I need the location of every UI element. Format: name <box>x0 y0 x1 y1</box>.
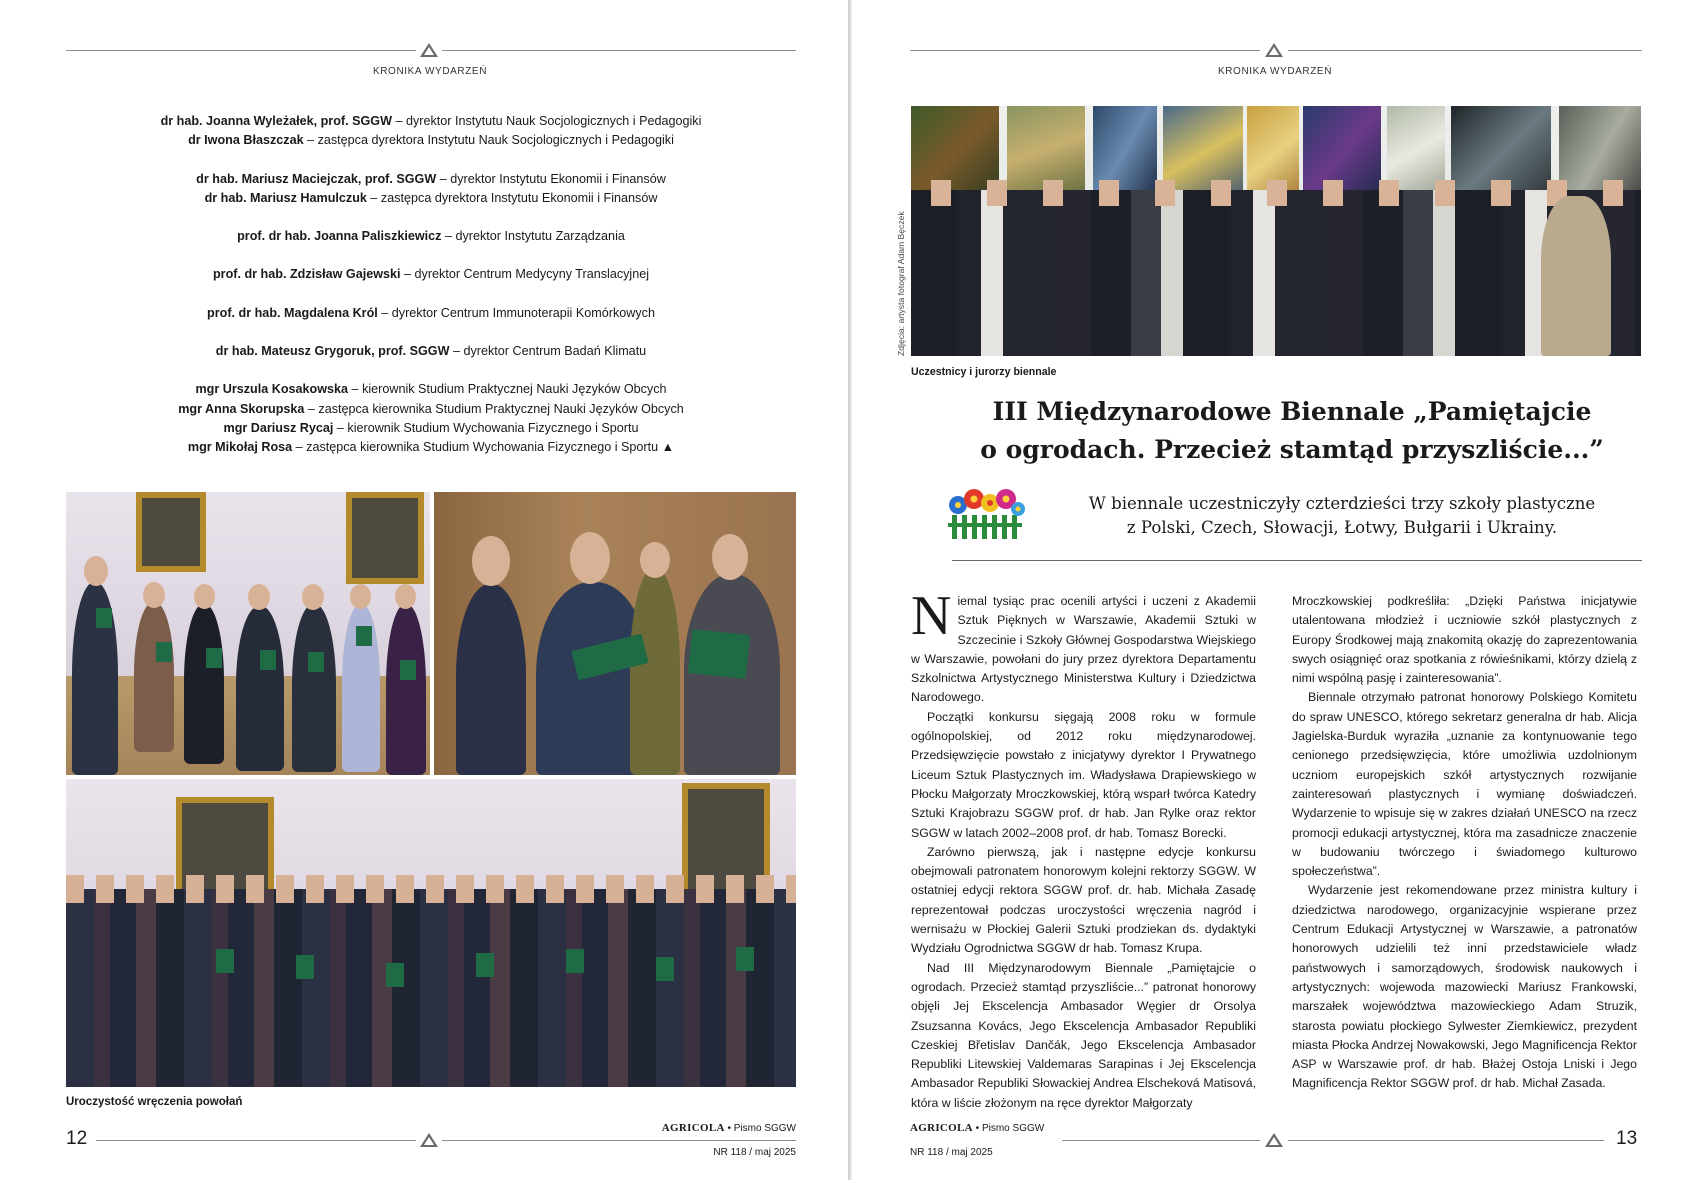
footer-issue: NR 118 / maj 2025 <box>910 1147 993 1158</box>
article-paragraph <box>1292 592 1637 688</box>
paragraph-text: Zarówno pierwszą, jak i następne edycje konkursu obejmowali patronatem honorowym kolejni rektorzy SGGW. W ostatniej edycji rektora SGGW prof. dr. hab. Michała Zasadę reprezentował podczas uroczystości wręczenia nagród i wernisażu w Płockiej Galerii Sztuki prodziekan ds. dydaktyki Wydziału Ogrodnictwa SGGW dr hab. Tomasz Krupa. <box>911 844 1256 956</box>
staff-entry <box>66 227 796 246</box>
staff-role: – kierownik Studium Praktycznej Nauki Języków Obcych <box>348 382 667 397</box>
staff-entry <box>66 112 796 131</box>
left-page <box>0 0 848 1180</box>
article-headline <box>912 393 1672 469</box>
footer-brand <box>662 1122 796 1134</box>
article-paragraph <box>911 843 1256 959</box>
staff-name: mgr Urszula Kosakowska <box>195 382 349 397</box>
staff-entry <box>66 265 796 284</box>
staff-role: – zastępca dyrektora Instytutu Nauk Socjologicznych i Pedagogiki <box>303 133 674 148</box>
staff-name: prof. dr hab. Magdalena Król <box>207 305 378 320</box>
paragraph-text: iemal tysiąc prac ocenili artyści i uczeni z Akademii Sztuk Pięknych w Warszawie, Akademii Sztuki w Szczecinie i Szkoły Głównej Gospodarstwa Wiejskiego w Warszawie, powołani do jury przez dyrektora Departamentu Szkolnictwa Artystycznego Ministerstwa Kultury i Dziedzictwa Narodowego. <box>911 594 1256 705</box>
article-column-2 <box>1292 592 1637 1094</box>
staff-group <box>66 304 796 323</box>
right-page <box>852 0 1700 1180</box>
brand-sub: • Pismo SGGW <box>724 1123 796 1134</box>
article-paragraph <box>911 585 1256 708</box>
page-number: 13 <box>1616 1128 1638 1149</box>
staff-name: mgr Dariusz Rycaj <box>223 420 334 435</box>
headline-line-1: III Międzynarodowe Biennale „Pamiętajcie <box>992 397 1592 426</box>
triangle-ornament-icon <box>420 43 438 57</box>
paragraph-text: Mroczkowskiej podkreśliła: „Dzięki Państwa inicjatywie utalentowana młodzież i uczniowie szkół plastycznych z Europy Środkowej mają znakomitą okazję do zaprezentowania swych osiągnięć oraz spotkania z rówieśnikami, którzy dzielą z nimi wspólną pasję i zainteresowania”. <box>1292 594 1637 686</box>
paragraph-text: Wydarzenie jest rekomendowane przez ministra kultury i dziedzictwa narodowego, organizacyjnie wspierane przez Centrum Edukacji Artystycznej w Warszawie, a patronatów honorowych udzielili też inni przedstawiciele władz państwowych i samorządowych, środowisk naukowych i artystycznych: wojewoda mazowiecki Mariusz Frankowski, marszałek województwa mazowieckiego Adam Struzik, starosta powiatu płockiego Sylwester Ziemkiewicz, prezydent miasta Płocka Andrzej Nowakowski, Jego Magnificencja Rektor ASP w Warszawie prof. dr hab. Błażej Ostoja Lniski i Jego Magnificencja Rektor SGGW prof. dr hab. Michał Zasada. <box>1292 883 1637 1091</box>
page-number: 12 <box>66 1128 88 1149</box>
photo-credit: Zdjęcia: artysta fotograf Adam Bęczek <box>896 211 906 356</box>
staff-entry <box>66 400 796 419</box>
staff-role: – dyrektor Centrum Badań Klimatu <box>449 344 647 359</box>
staff-role: – dyrektor Instytutu Nauk Socjologicznych i Pedagogiki <box>391 114 702 128</box>
article-paragraph <box>911 708 1256 843</box>
ceremony-photo-2 <box>434 492 796 775</box>
header-rule-left <box>66 50 416 51</box>
photo-caption: Uczestnicy i jurorzy biennale <box>911 366 1057 378</box>
paragraph-text: Początki konkursu sięgają 2008 roku w formule ogólnopolskiej, od 2012 roku międzynarodowej. Przedsięwzięcie powstało z inicjatywy dyrektor I Prywatnego Liceum Sztuk Plastycznych im. Władysława Drapiewskiego w Płocku Małgorzaty Mroczkowskiej, którą wsparł twórca Katedry Sztuki Krajobrazu SGGW prof. dr hab. Jan Rylke oraz rektor SGGW w latach 2002–2008 prof. dr hab. Tomasz Borecki. <box>911 709 1256 840</box>
footer-rule-right <box>1288 1140 1604 1141</box>
staff-list <box>66 112 796 477</box>
staff-entry <box>66 438 796 457</box>
staff-group <box>66 227 796 246</box>
article-paragraph <box>911 959 1256 1113</box>
staff-name: mgr Anna Skorupska <box>178 401 305 416</box>
triangle-ornament-icon <box>1265 1133 1283 1147</box>
staff-role: – zastępca kierownika Studium Wychowania Fizycznego i Sportu ▲ <box>292 440 675 455</box>
paragraph-text: Nad III Międzynarodowym Biennale „Pamiętajcie o ogrodach. Przecież stamtąd przyszliście...” patronat honorowy objęli Jej Ekscelencja Ambasador Węgier dr Orsolya Zsuzsanna Kovács, Jego Ekscelencja Ambasador Republiki Czeskiej Břetislav Dančák, Jego Ekscelencja Ambasador Republiki Litewskiej Valdemaras Sarapinas i Jej Ekscelencja Ambasador Republiki Słowackiej Andrea Elscheková Matisová, która w liście złożonym na ręce dyrektor Małgorzaty <box>911 960 1256 1110</box>
paragraph-text: Biennale otrzymało patronat honorowy Polskiego Komitetu do spraw UNESCO, którego sekretarz generalna dr hab. Alicja Jagielska-Burduk wyraziła „uznanie za kontynuowanie tego cenionego przedsięwzięcia, które umożliwia uzdolnionym uczniom europejskich szkół artystycznych rozwijanie zainteresowań plastycznych i wymianę doświadczeń. Wydarzenie to wpisuje się w zakres działań UNESCO na rzecz promocji edukacji artystycznej, która ma zasadnicze znaczenie w budowaniu twórczego i świadomego kulturowo społeczeństwa”. <box>1292 690 1637 879</box>
ceremony-photo-1 <box>66 492 430 775</box>
lead-line-1: W biennale uczestniczyły czterdzieści trzy szkoły plastyczne <box>1088 494 1596 513</box>
staff-entry <box>66 170 796 189</box>
footer-issue: NR 118 / maj 2025 <box>713 1147 796 1158</box>
staff-entry <box>66 419 796 438</box>
footer-brand <box>910 1122 1044 1134</box>
staff-role: – dyrektor Centrum Immunoterapii Komórkowych <box>377 305 655 320</box>
lead-line-2: z Polski, Czech, Słowacji, Łotwy, Bułgarii i Ukrainy. <box>1126 518 1558 537</box>
staff-name: mgr Mikołaj Rosa <box>187 440 293 455</box>
article-lead <box>1042 492 1642 540</box>
footer-rule-left <box>96 1140 416 1141</box>
staff-entry <box>66 131 796 150</box>
staff-group <box>66 170 796 209</box>
staff-role: – zastępca kierownika Studium Praktycznej Nauki Języków Obcych <box>304 401 684 416</box>
triangle-ornament-icon <box>1265 43 1283 57</box>
staff-name: dr hab. Mateusz Grygoruk, prof. SGGW <box>215 344 450 359</box>
staff-role: – dyrektor Instytutu Zarządzania <box>441 229 625 244</box>
brand-name: AGRICOLA <box>910 1122 973 1134</box>
staff-name: dr hab. Mariusz Hamulczuk <box>204 190 367 205</box>
brand-name: AGRICOLA <box>661 1122 725 1134</box>
flower-fence-logo-icon <box>944 485 1028 541</box>
header-rule-right <box>1288 50 1642 51</box>
ceremony-group-photo <box>66 779 796 1087</box>
brand-sub: • Pismo SGGW <box>972 1123 1045 1134</box>
staff-name: prof. dr hab. Joanna Paliszkiewicz <box>237 229 442 244</box>
staff-group <box>66 265 796 284</box>
header-rule-left <box>910 50 1260 51</box>
staff-role: – zastępca dyrektora Instytutu Ekonomii i Finansów <box>366 190 658 205</box>
article-column-1 <box>911 585 1256 1113</box>
staff-role: – dyrektor Instytutu Ekonomii i Finansów <box>436 171 666 186</box>
biennale-participants-photo <box>911 106 1641 356</box>
staff-role: – kierownik Studium Wychowania Fizycznego i Sportu <box>333 420 639 435</box>
footer-rule-left <box>1062 1140 1260 1141</box>
triangle-ornament-icon <box>420 1133 438 1147</box>
footer-rule-right <box>442 1140 796 1141</box>
staff-name: prof. dr hab. Zdzisław Gajewski <box>212 267 401 282</box>
drop-cap: N <box>911 585 952 647</box>
staff-group <box>66 112 796 151</box>
staff-group <box>66 380 796 457</box>
staff-name: dr hab. Joanna Wyleżałek, prof. SGGW <box>160 114 392 128</box>
staff-entry <box>66 380 796 399</box>
staff-entry <box>66 304 796 323</box>
staff-name: dr hab. Mariusz Maciejczak, prof. SGGW <box>196 171 437 186</box>
article-paragraph <box>1292 688 1637 881</box>
running-head: KRONIKA WYDARZEŃ <box>1217 66 1333 77</box>
running-head: KRONIKA WYDARZEŃ <box>372 66 488 77</box>
headline-line-2: o ogrodach. Przecież stamtąd przyszliście...” <box>980 435 1604 464</box>
staff-name: dr Iwona Błaszczak <box>188 133 304 148</box>
staff-entry <box>66 342 796 361</box>
staff-entry <box>66 189 796 208</box>
staff-role: – dyrektor Centrum Medycyny Translacyjnej <box>400 267 650 282</box>
header-rule-right <box>442 50 796 51</box>
photo-caption: Uroczystość wręczenia powołań <box>66 1096 243 1108</box>
staff-group <box>66 342 796 361</box>
article-paragraph <box>1292 881 1637 1093</box>
lead-rule <box>952 560 1642 561</box>
